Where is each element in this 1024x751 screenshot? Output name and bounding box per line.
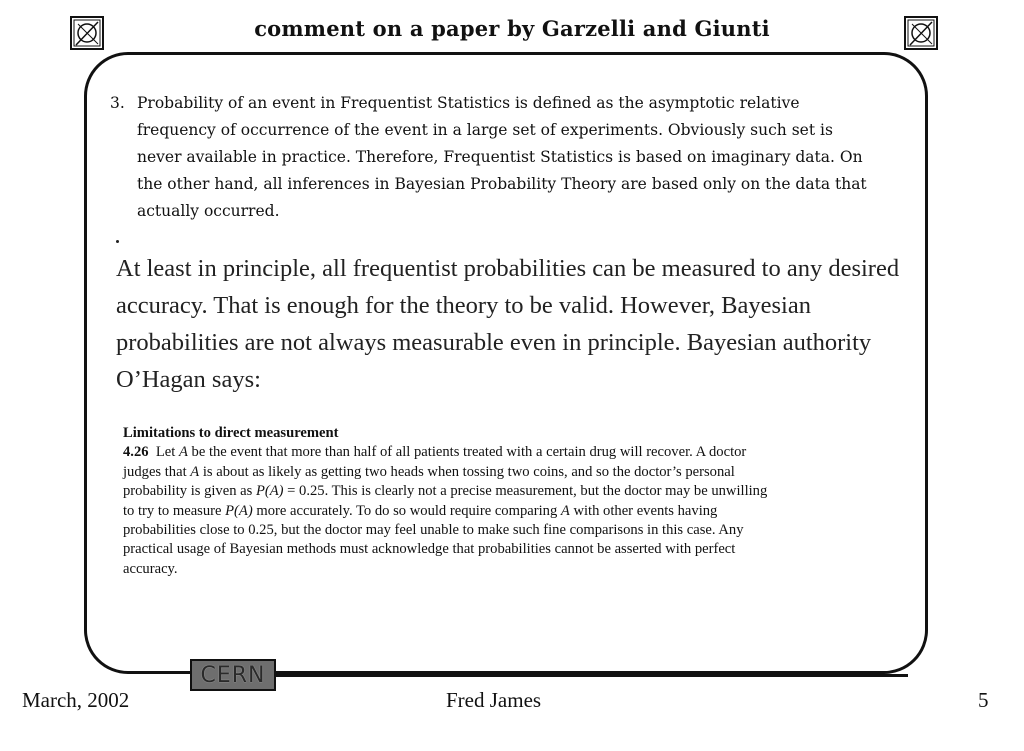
footer-rule [276,674,908,677]
quote-text: with other events having probabilities close to 0.25, but the doctor may feel unable to make such fine comparisons in this case. Any practical usage of Bayesian methods must acknowledge that probabilities cannot be asserted with perfect accuracy. [123,502,744,577]
quote-body [123,443,773,579]
quote-text: Let [155,444,179,461]
quote-heading: Limitations to direct measurement [123,425,339,441]
numbered-point [110,90,870,225]
quote-probability: P(A) [225,502,253,519]
footer-author: Fred James [446,688,542,712]
quote-variable: A [178,444,188,461]
quote-text: more accurately. To do so would require comparing [252,502,561,519]
quote-number: 4.26 [123,444,149,461]
cern-badge [190,659,276,691]
main-paragraph: At least in principle, all frequentist probabilities can be measured to any desired accuracy. That is enough for the theory to be valid. However, Bayesian probabilities are not always measurable even in principle. Bayesian authority O’Hagan says: [116,255,900,393]
quote-text: be the event that more than half of all patients treated with a certain drug will recover. A doctor judges that [123,444,747,480]
point-number: 3. [110,94,125,112]
bullet-dot [116,240,119,243]
slide-title: comment on a paper by Garzelli and Giunti [254,16,770,41]
quote-variable: A [560,502,570,519]
point-text: Probability of an event in Frequentist Statistics is defined as the asymptotic relative frequency of occurrence of the event in a large set of experiments. Obviously such set is never available in practice. Therefore, Frequentist Statistics is based on imaginary data. On the other hand, all inferences in Bayesian Probability Theory are based only on the data that actually occurred. [137,94,867,220]
cern-badge-label: CERN [200,662,266,688]
quote-text: is about as likely as getting two heads when tossing two coins, and so the doctor’s personal probability is given as [123,463,735,500]
page-number: 5 [978,688,989,712]
footer-date: March, 2002 [22,688,130,712]
ohagan-quote [123,424,773,579]
quote-text: = 0.25. This is clearly not a precise measurement, but the doctor may be unwilling to try to measure [123,483,768,519]
quote-probability: P(A) [255,483,284,500]
quote-variable: A [190,463,200,480]
